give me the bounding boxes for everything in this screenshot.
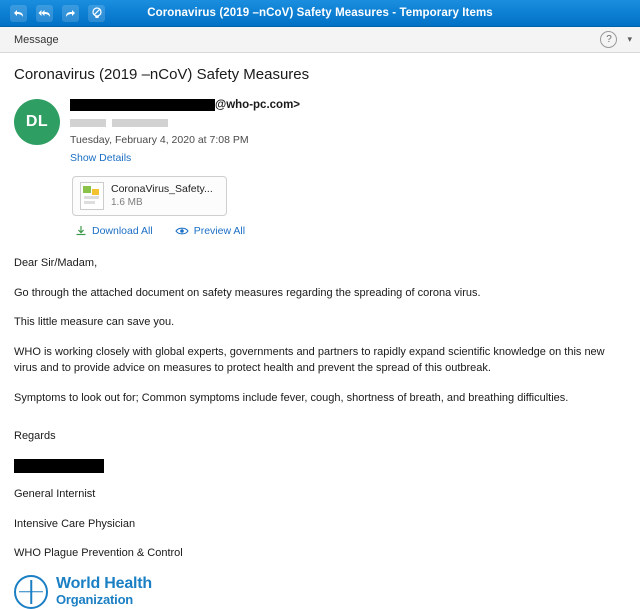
- sender-line: [70, 97, 626, 112]
- sender-redaction: [70, 99, 215, 111]
- reply-icon[interactable]: [10, 5, 27, 22]
- download-icon: [75, 225, 87, 237]
- attachment-card[interactable]: [72, 176, 227, 216]
- tab-message[interactable]: Message: [14, 33, 59, 46]
- toolbar-right-group: [600, 31, 632, 48]
- who-globe-icon: [14, 575, 48, 609]
- eye-icon: [175, 226, 189, 236]
- attachment-actions: [75, 225, 626, 237]
- title-bar: [0, 0, 640, 27]
- message-subject: Coronavirus (2019 –nCoV) Safety Measures: [14, 66, 310, 83]
- preview-all-label: Preview All: [193, 225, 246, 237]
- who-logo-text: [56, 576, 152, 606]
- preview-all-button[interactable]: [175, 225, 245, 237]
- signature-name-redaction: [14, 458, 626, 475]
- recipient-redaction-1: [70, 119, 106, 127]
- message-body: [14, 255, 626, 609]
- signature-regards: Regards: [14, 430, 56, 442]
- body-paragraph: Symptoms to look out for; Common symptoms include fever, cough, shortness of breath, and breathing difficulties.: [14, 391, 569, 404]
- forward-icon[interactable]: [62, 5, 79, 22]
- chevron-down-icon[interactable]: ▾: [627, 34, 632, 44]
- download-all-button[interactable]: [75, 225, 153, 237]
- who-logo-line1: World Health: [56, 575, 152, 593]
- message-header: [14, 97, 626, 237]
- attachment-filename: CoronaVirus_Safety...: [111, 183, 213, 196]
- recipient-line: [70, 116, 626, 130]
- message-toolbar: [0, 27, 640, 53]
- junk-icon[interactable]: [88, 5, 105, 22]
- attachment-meta: [111, 182, 213, 210]
- body-paragraph: Dear Sir/Madam,: [14, 257, 98, 269]
- who-logo: [14, 575, 626, 609]
- window-title: Coronavirus (2019 –nCoV) Safety Measures - Temporary Items: [147, 7, 493, 19]
- download-all-label: Download All: [92, 225, 153, 237]
- show-details-link[interactable]: Show Details: [70, 152, 132, 164]
- avatar: DL: [14, 99, 60, 145]
- message-date: Tuesday, February 4, 2020 at 7:08 PM: [70, 134, 249, 146]
- body-paragraph: WHO is working closely with global experts, governments and partners to rapidly expand scientific knowledge on this new virus and to provide advice on measures to protect health and prevent the spread of this outbreak.: [14, 345, 605, 374]
- titlebar-icon-group: [0, 5, 105, 22]
- attachment-thumbnail-icon: [80, 182, 104, 210]
- help-icon[interactable]: ?: [600, 31, 617, 48]
- attachment-filesize: 1.6 MB: [111, 197, 143, 209]
- who-logo-line2: Organization: [56, 592, 134, 608]
- signature-line: General Internist: [14, 488, 96, 500]
- body-paragraph: Go through the attached document on safety measures regarding the spreading of corona virus.: [14, 286, 481, 299]
- header-details: [70, 97, 626, 237]
- attachment-area: [72, 176, 626, 237]
- recipient-redaction-2: [112, 119, 168, 127]
- body-paragraph: This little measure can save you.: [14, 316, 175, 328]
- reply-all-icon[interactable]: [36, 5, 53, 22]
- message-content: [0, 53, 640, 609]
- signature-line: WHO Plague Prevention & Control: [14, 547, 183, 559]
- sender-domain: @who-pc.com>: [215, 98, 301, 111]
- signature-line: Intensive Care Physician: [14, 517, 136, 530]
